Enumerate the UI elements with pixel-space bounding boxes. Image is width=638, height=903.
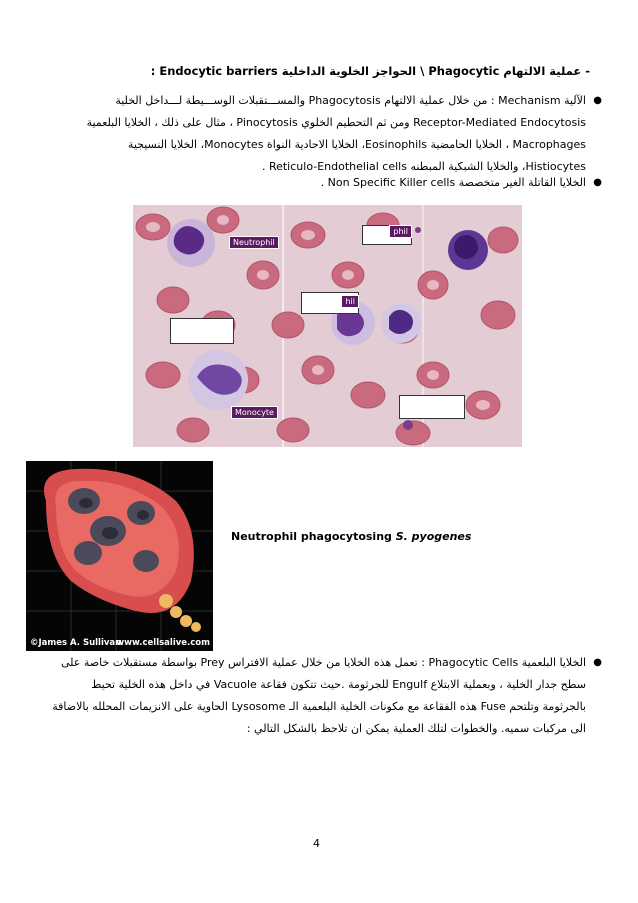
image-credit-url: www.cellsalive.com	[116, 638, 210, 648]
killer-cells-paragraph	[26, 172, 602, 194]
phagocytosis-illustration	[26, 461, 213, 651]
blank-label-box	[301, 292, 359, 314]
blank-label-box	[399, 395, 465, 419]
monocyte-label: Monocyte	[231, 406, 278, 419]
mechanism-paragraph	[26, 90, 602, 178]
image-credit: ©James A. Sullivan	[30, 638, 122, 648]
caption-italic: S. pyogenes	[395, 530, 472, 543]
bullet-icon: ●	[593, 657, 602, 668]
page-number: 4	[313, 837, 320, 850]
phagocytic-line: بالجرثومة وتلتحم Fuse هذه الفقاعة مع مكونات الخلية البلعمية الـ Lysosome الحاوية على الانزيمات المحلله بالاضافة	[52, 700, 586, 713]
figure-caption	[231, 530, 471, 543]
phagocytic-line: سطح جدار الخلية ، وبعملية الابتلاع Engulf للجرثومة .حيث تتكون فقاعة Vacuole في داخل هذه الخلية تحيط	[91, 678, 586, 691]
blank-label-box	[170, 318, 234, 344]
section-heading: - عملية الالتهام Phagocytic \ الحواجز الخلوية الداخلية Endocytic barriers :	[150, 64, 590, 78]
neutrophil-phagocytosis-image	[26, 461, 213, 651]
caption-text: Neutrophil phagocytosing	[231, 530, 396, 543]
mechanism-line: Receptor-Mediated Endocytosis ومن ثم التحطيم الخلوي Pinocytosis ، مثال على ذلك ، الخلايا البلعمية	[86, 116, 586, 129]
bullet-icon: ●	[593, 95, 602, 106]
phagocytic-line: الى مركبات سميه. والخطوات لتلك العملية يمكن ان تلاحظ بالشكل التالي :	[246, 722, 586, 735]
mechanism-line: Histiocytes، والخلايا الشبكية المبطنه Reticulo-Endothelial cells .	[261, 160, 586, 173]
phil-label: phil	[389, 225, 412, 238]
phagocytic-cells-paragraph	[26, 652, 602, 740]
hil-label: hil	[341, 295, 359, 308]
killer-cells-line: الخلايا القاتلة الغير متخصصة Non Specific Killer cells .	[320, 176, 586, 189]
mechanism-line: الآلية Mechanism : من خلال عملية الالتهام Phagocytosis والمســـتقبلات الوســـيطة لـــداخل الخلية	[115, 94, 586, 107]
blank-label-box	[362, 225, 412, 245]
bullet-icon: ●	[593, 177, 602, 188]
mechanism-line: Macrophages ، الخلايا الحامضية Eosinophils، الخلايا الاحادية النواة Monocytes، الخلايا النسيجية	[127, 138, 586, 151]
blood-smear-micrograph	[133, 205, 522, 447]
phagocytic-line: الخلايا البلعمية Phagocytic Cells : تعمل هذه الخلايا من خلال عملية الافتراس Prey بواسطة مستقبلات خاصة على	[61, 656, 586, 669]
neutrophil-label: Neutrophil	[229, 236, 279, 249]
